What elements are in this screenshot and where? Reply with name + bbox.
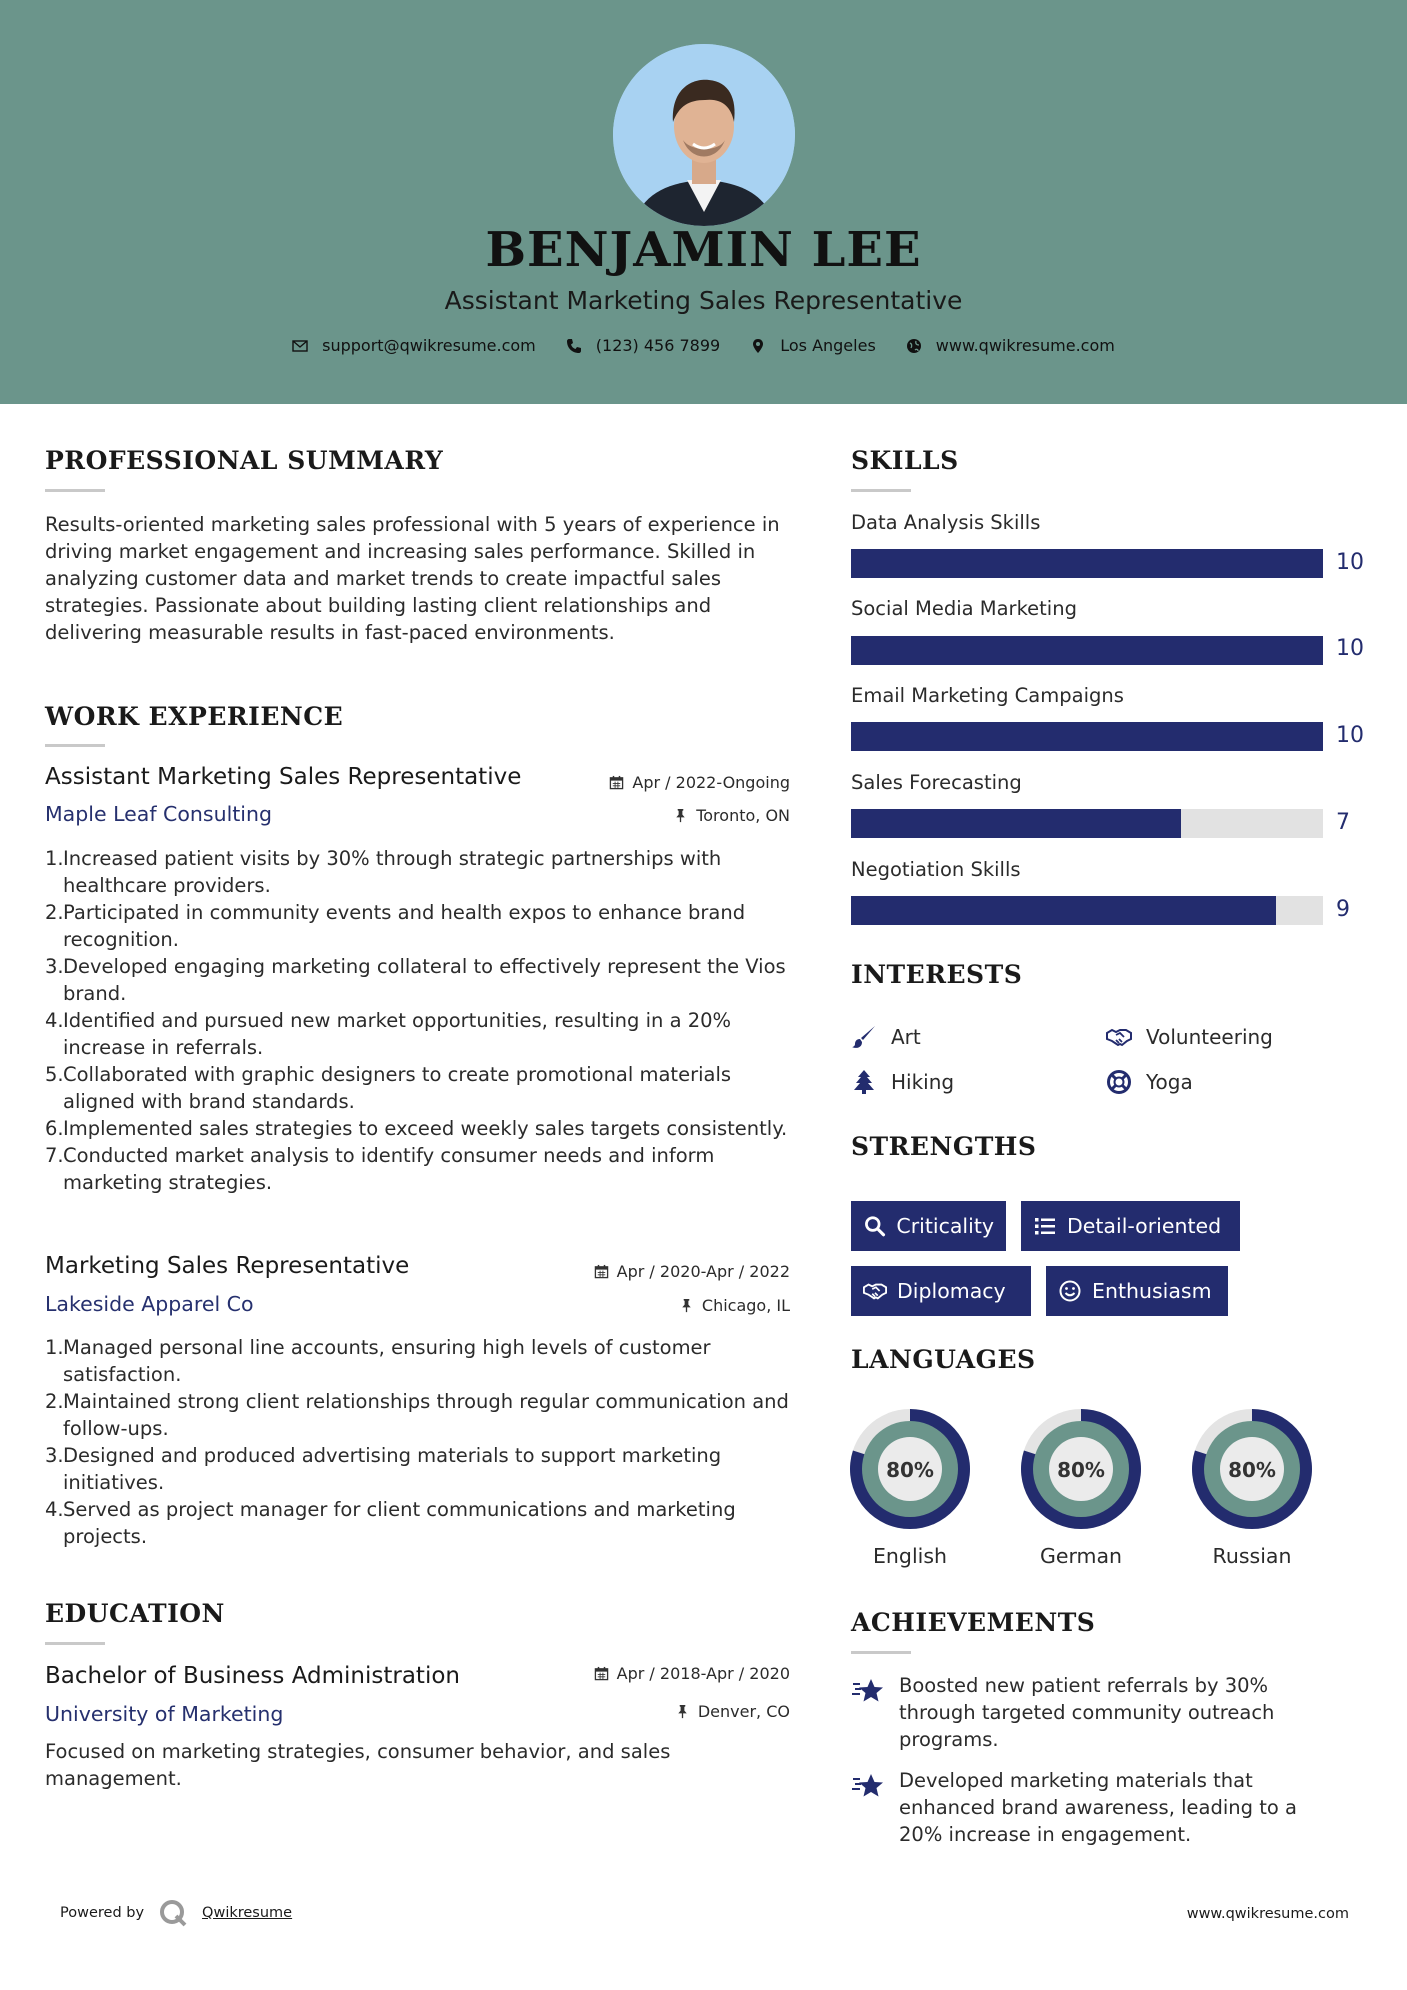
skill-value: 10	[1336, 636, 1364, 661]
skill-value: 10	[1336, 723, 1364, 748]
calendar-icon	[594, 1666, 609, 1681]
experience-rule	[45, 744, 105, 747]
achievement-item: Developed marketing materials that enhanced brand awareness, leading to a 20% increase in engagement.	[851, 1767, 1331, 1848]
list-item: 5. Collaborated with graphic designers to create promotional materials aligned with brand standards.	[45, 1063, 732, 1113]
list-item: 2. Maintained strong client relationships through regular communication and follow-ups.	[45, 1390, 789, 1440]
education-dates-text: Apr / 2018-Apr / 2020	[616, 1664, 790, 1683]
skill-name: Social Media Marketing	[851, 597, 1077, 620]
list-item: 3. Developed engaging marketing collateral to effectively represent the Vios brand.	[45, 955, 786, 1005]
smile-icon	[1058, 1279, 1082, 1303]
candidate-name: BENJAMIN LEE	[485, 222, 922, 278]
strength-tag-enthusiasm: Enthusiasm	[1046, 1266, 1228, 1316]
education-description: Focused on marketing strategies, consumer behavior, and sales management.	[45, 1740, 671, 1790]
interest-art: Art	[851, 1024, 921, 1050]
skill-bar-track	[851, 722, 1323, 751]
list-item: 6. Implemented sales strategies to exceed weekly sales targets consistently.	[45, 1117, 788, 1140]
job-2-bullets	[45, 1334, 795, 1550]
job-1-role: Assistant Marketing Sales Representative	[45, 764, 522, 790]
map-pin-icon	[750, 338, 766, 354]
experience-heading: WORK EXPERIENCE	[45, 702, 344, 731]
language-name: English	[872, 1544, 948, 1568]
pushpin-icon	[675, 1704, 690, 1719]
job-1-bullets	[45, 845, 795, 1196]
job-2-company: Lakeside Apparel Co	[45, 1292, 254, 1316]
qwikresume-logo-icon	[158, 1898, 188, 1928]
strength-tag-detail-oriented: Detail-oriented	[1021, 1201, 1240, 1251]
contact-location	[750, 336, 876, 355]
envelope-icon	[292, 338, 308, 354]
job-2-dates-text: Apr / 2020-Apr / 2022	[616, 1262, 790, 1281]
job-1-dates	[540, 773, 790, 792]
language-name: German	[1039, 1544, 1123, 1568]
list-item: 4. Identified and pursued new market opportunities, resulting in a 20% increase in referrals.	[45, 1009, 732, 1059]
skills-rule	[851, 489, 911, 492]
job-2-location	[540, 1296, 790, 1315]
email-text: support@qwikresume.com	[322, 336, 536, 355]
skill-bar-fill	[851, 809, 1181, 838]
pushpin-icon	[673, 808, 688, 823]
interest-hiking: Hiking	[851, 1069, 954, 1095]
lifebuoy-icon	[1106, 1069, 1132, 1095]
summary-text: Results-oriented marketing sales professional with 5 years of experience in driving market engagement and increasing sales performance. Skilled in analyzing customer data and market trends to create impactful sales strategies. Passionate about building lasting client relationships and delivering measurable results in fast-paced environments.	[45, 513, 780, 644]
profile-photo	[613, 44, 795, 226]
skill-name: Negotiation Skills	[851, 858, 1021, 881]
education-degree: Bachelor of Business Administration	[45, 1663, 460, 1689]
skill-bar-fill	[851, 549, 1323, 578]
star-badge-icon	[851, 1771, 885, 1801]
list-item: 7. Conducted market analysis to identify consumer needs and inform marketing strategies.	[45, 1144, 715, 1194]
phone-icon	[566, 338, 582, 354]
skill-bar-track	[851, 636, 1323, 665]
job-2-dates	[540, 1262, 790, 1281]
language-name: Russian	[1212, 1544, 1292, 1568]
achievement-item: Boosted new patient referrals by 30% through targeted community outreach programs.	[851, 1672, 1331, 1753]
skill-bar-fill	[851, 636, 1323, 665]
calendar-icon	[594, 1264, 609, 1279]
skill-name: Data Analysis Skills	[851, 511, 1041, 534]
education-location-text: Denver, CO	[697, 1702, 790, 1721]
job-1-location	[540, 806, 790, 825]
skill-name: Email Marketing Campaigns	[851, 684, 1124, 707]
skill-value: 7	[1336, 810, 1350, 835]
language-chart-german	[1019, 1407, 1143, 1535]
interests-heading: INTERESTS	[851, 960, 1023, 989]
skill-bar-track	[851, 809, 1323, 838]
language-percent-label: 80%	[1057, 1458, 1105, 1482]
list-item: 1. Increased patient visits by 30% through strategic partnerships with healthcare providers.	[45, 847, 722, 897]
education-school: University of Marketing	[45, 1702, 284, 1726]
candidate-title: Assistant Marketing Sales Representative	[444, 286, 963, 315]
achievements-heading: ACHIEVEMENTS	[851, 1608, 1096, 1637]
education-location	[540, 1702, 790, 1721]
language-percent-label: 80%	[1228, 1458, 1276, 1482]
contact-website[interactable]	[906, 336, 1115, 355]
footer-website[interactable]: www.qwikresume.com	[1186, 1906, 1349, 1922]
skill-bar-fill	[851, 896, 1276, 925]
footer-powered-by	[60, 1898, 292, 1928]
website-text: www.qwikresume.com	[935, 336, 1115, 355]
calendar-icon	[609, 775, 624, 790]
resume-header	[0, 0, 1407, 404]
education-dates	[540, 1664, 790, 1683]
list-item: 4. Served as project manager for client communications and marketing projects.	[45, 1498, 736, 1548]
summary-heading: PROFESSIONAL SUMMARY	[45, 446, 444, 475]
language-chart-russian	[1190, 1407, 1314, 1535]
search-icon	[863, 1214, 886, 1238]
location-text: Los Angeles	[780, 336, 876, 355]
job-2-location-text: Chicago, IL	[701, 1296, 790, 1315]
language-chart-english	[848, 1407, 972, 1535]
powered-by-text: Powered by	[60, 1905, 145, 1921]
strength-tag-criticality: Criticality	[851, 1201, 1006, 1251]
language-donut	[848, 1407, 972, 1531]
summary-rule	[45, 489, 105, 492]
contact-email[interactable]	[292, 336, 536, 355]
strength-tag-diplomacy: Diplomacy	[851, 1266, 1031, 1316]
achievements-rule	[851, 1651, 911, 1654]
skills-heading: SKILLS	[851, 446, 959, 475]
skill-bar-track	[851, 549, 1323, 578]
phone-text: (123) 456 7899	[595, 336, 721, 355]
list-icon	[1033, 1214, 1057, 1238]
pushpin-icon	[679, 1298, 694, 1313]
language-donut	[1190, 1407, 1314, 1531]
language-donut	[1019, 1407, 1143, 1531]
skill-value: 10	[1336, 550, 1364, 575]
job-1-dates-text: Apr / 2022-Ongoing	[632, 773, 790, 792]
education-rule	[45, 1642, 105, 1645]
interest-yoga: Yoga	[1106, 1069, 1193, 1095]
strengths-heading: STRENGTHS	[851, 1132, 1037, 1161]
languages-heading: LANGUAGES	[851, 1345, 1036, 1374]
contact-phone[interactable]	[566, 336, 720, 355]
tree-icon	[851, 1069, 877, 1095]
handshake-icon	[863, 1279, 887, 1303]
list-item: 2. Participated in community events and health expos to enhance brand recognition.	[45, 901, 746, 951]
language-percent-label: 80%	[886, 1458, 934, 1482]
contact-bar	[0, 336, 1407, 355]
job-1-company: Maple Leaf Consulting	[45, 802, 273, 826]
globe-icon	[906, 338, 922, 354]
list-item: 3. Designed and produced advertising materials to support marketing initiatives.	[45, 1444, 722, 1494]
handshake-icon	[1106, 1024, 1132, 1050]
skill-bar-fill	[851, 722, 1323, 751]
list-item: 1. Managed personal line accounts, ensuring high levels of customer satisfaction.	[45, 1336, 711, 1386]
education-heading: EDUCATION	[45, 1599, 225, 1628]
qwikresume-link[interactable]: Qwikresume	[202, 1905, 293, 1921]
star-badge-icon	[851, 1676, 885, 1706]
skill-bar-track	[851, 896, 1323, 925]
skill-name: Sales Forecasting	[851, 771, 1022, 794]
job-1-location-text: Toronto, ON	[696, 806, 790, 825]
interest-volunteering: Volunteering	[1106, 1024, 1273, 1050]
paintbrush-icon	[851, 1024, 877, 1050]
job-2-role: Marketing Sales Representative	[45, 1253, 410, 1279]
skill-value: 9	[1336, 897, 1350, 922]
